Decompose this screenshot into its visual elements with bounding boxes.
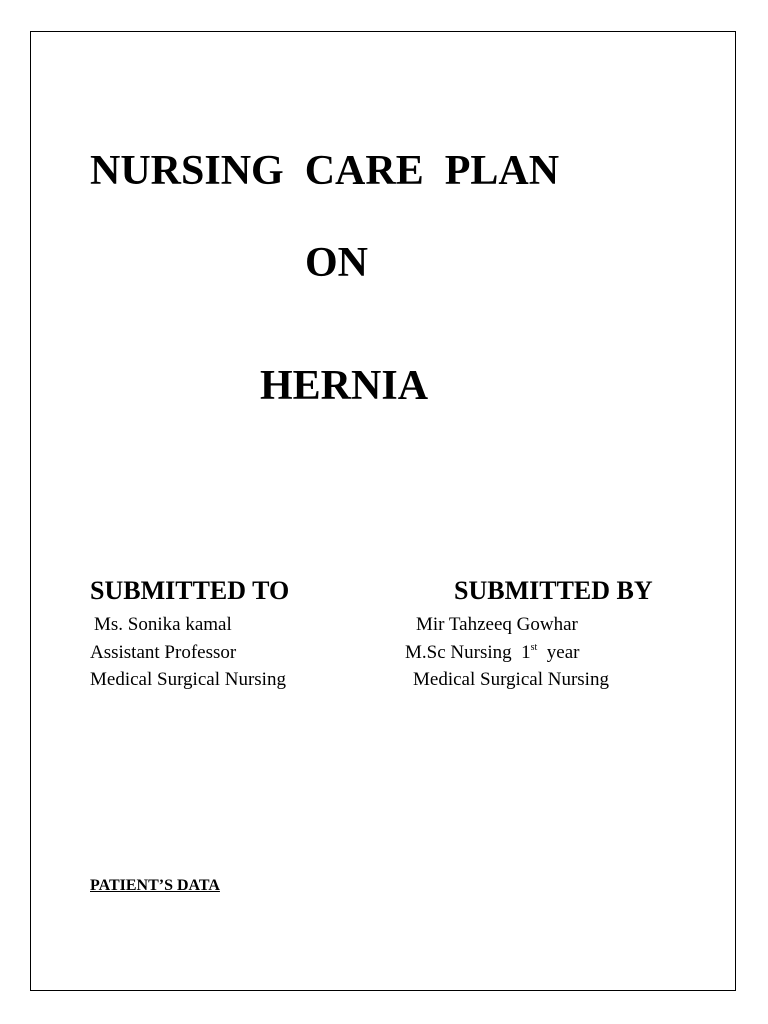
submitted-to-designation: Assistant Professor <box>90 642 237 663</box>
patients-data-heading: PATIENT’S DATA <box>90 877 220 894</box>
submitted-to-heading: SUBMITTED TO <box>90 576 290 605</box>
title-line-3: HERNIA <box>260 363 429 409</box>
title-line-2: ON <box>305 240 368 286</box>
submitted-to-department: Medical Surgical Nursing <box>90 669 286 690</box>
submitted-to-name: Ms. Sonika kamal <box>94 614 232 635</box>
submitted-by-name: Mir Tahzeeq Gowhar <box>416 614 578 635</box>
submitted-by-department: Medical Surgical Nursing <box>413 669 609 690</box>
title-line-1: NURSING CARE PLAN <box>90 148 560 194</box>
course-superscript: st <box>530 642 538 653</box>
course-prefix: M.Sc Nursing 1 <box>405 642 531 663</box>
course-suffix: year <box>537 642 580 663</box>
submitted-by-heading: SUBMITTED BY <box>454 576 653 605</box>
submitted-by-course <box>405 643 580 662</box>
